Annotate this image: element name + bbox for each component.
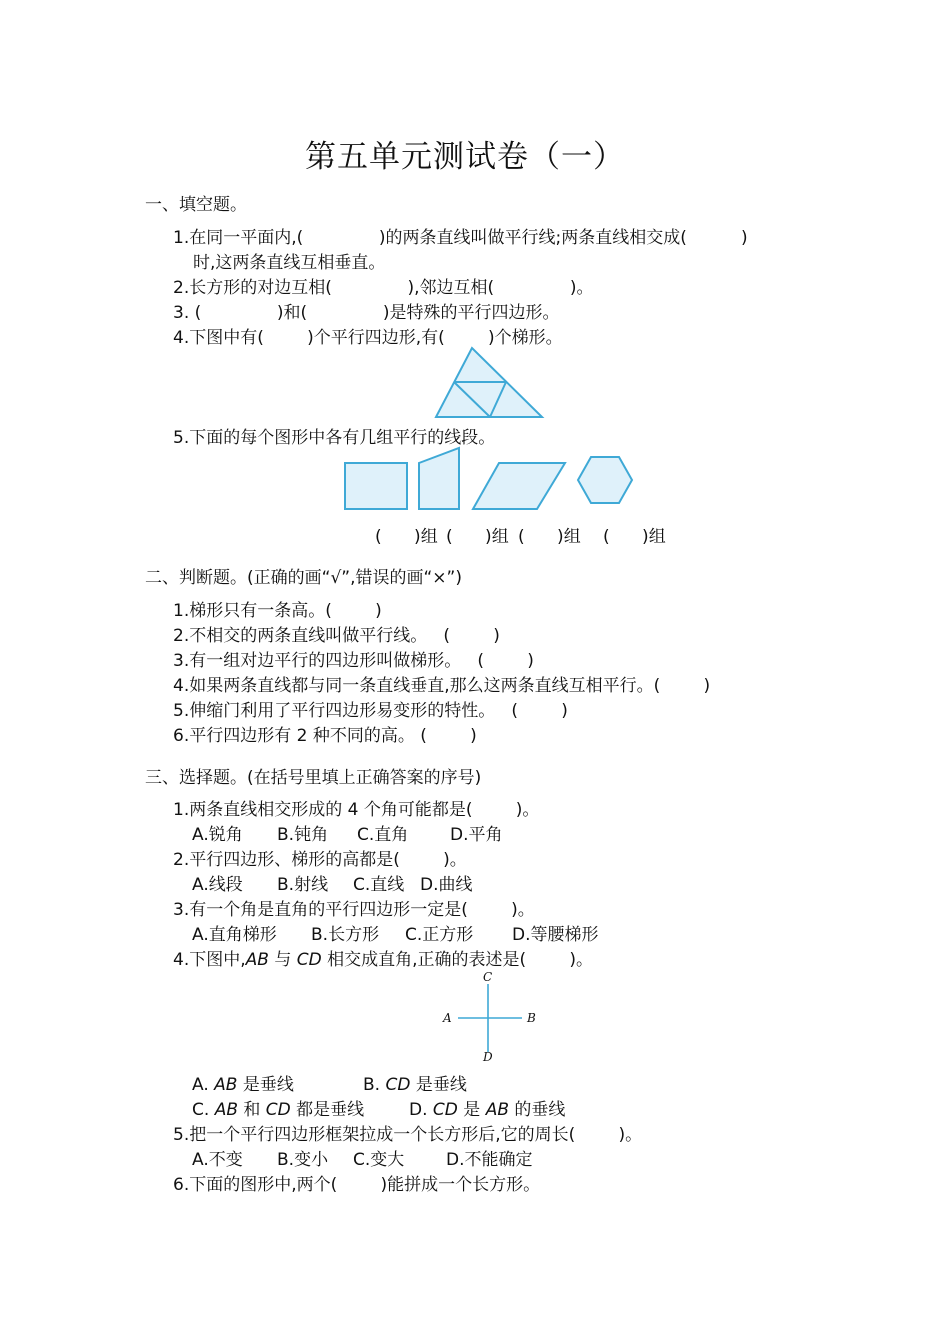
s3-q3-opt-b: B.长方形 <box>311 925 380 945</box>
s3-q3-opt-d: D.等腰梯形 <box>512 925 599 945</box>
s3-q4-opt-a: A. AB 是垂线 <box>192 1075 294 1095</box>
s3-q4: 4.下图中,AB 与 CD 相交成直角,正确的表述是( )。 <box>173 950 594 970</box>
s3-q2-opt-c: C.直线 <box>353 875 405 895</box>
s3-q2-opt-a: A.线段 <box>192 875 243 895</box>
s1-q4: 4.下图中有( )个平行四边形,有( )个梯形。 <box>173 328 563 348</box>
section2-heading: 二、判断题。(正确的画“√”,错误的画“×”) <box>145 568 462 588</box>
s2-item-5: 5.伸缩门利用了平行四边形易变形的特性。 ( ) <box>173 701 568 721</box>
s3-q2-opt-b: B.射线 <box>277 875 329 895</box>
rectangle-figure <box>344 462 408 510</box>
s3-q4-opt-b: B. CD 是垂线 <box>363 1075 467 1095</box>
s3-q1: 1.两条直线相交形成的 4 个角可能都是( )。 <box>173 800 540 820</box>
point-label-d: D <box>483 1050 493 1064</box>
s2-item-3: 3.有一组对边平行的四边形叫做梯形。 ( ) <box>173 651 534 671</box>
s3-q1-opt-c: C.直角 <box>357 825 409 845</box>
s3-q3: 3.有一个角是直角的平行四边形一定是( )。 <box>173 900 535 920</box>
section1-heading: 一、填空题。 <box>145 195 247 215</box>
page-title: 第五单元测试卷（一） <box>305 139 625 175</box>
s3-q3-opt-a: A.直角梯形 <box>192 925 277 945</box>
s2-item-1: 1.梯形只有一条高。( ) <box>173 601 382 621</box>
hexagon-figure <box>576 455 634 505</box>
s3-q4-opt-c: C. AB 和 CD 都是垂线 <box>192 1100 365 1120</box>
s1-q2: 2.长方形的对边互相( ),邻边互相( )。 <box>173 278 594 298</box>
point-label-a: A <box>443 1011 452 1025</box>
section3-heading: 三、选择题。(在括号里填上正确答案的序号) <box>145 768 482 788</box>
s2-item-6: 6.平行四边形有 2 种不同的高。 ( ) <box>173 726 477 746</box>
s3-q1-opt-a: A.锐角 <box>192 825 243 845</box>
s3-q5-opt-d: D.不能确定 <box>446 1150 533 1170</box>
s3-q1-opt-d: D.平角 <box>450 825 503 845</box>
parallelogram-figure <box>471 462 567 510</box>
s1-q1-line1: 1.在同一平面内,( )的两条直线叫做平行线;两条直线相交成( ) <box>173 228 748 248</box>
answer-blank-1[interactable]: ( )组 <box>375 527 438 547</box>
s1-q1-line2: 时,这两条直线互相垂直。 <box>193 253 386 273</box>
s3-q4-opt-d: D. CD 是 AB 的垂线 <box>409 1100 566 1120</box>
point-label-c: C <box>483 970 493 984</box>
s2-item-4: 4.如果两条直线都与同一条直线垂直,那么这两条直线互相平行。( ) <box>173 676 711 696</box>
s3-q2-opt-d: D.曲线 <box>420 875 473 895</box>
triangle-figure <box>434 346 544 420</box>
s1-q3: 3. ( )和( )是特殊的平行四边形。 <box>173 303 560 323</box>
point-label-b: B <box>527 1011 536 1025</box>
s3-q3-opt-c: C.正方形 <box>405 925 474 945</box>
s3-q5: 5.把一个平行四边形框架拉成一个长方形后,它的周长( )。 <box>173 1125 643 1145</box>
s3-q1-opt-b: B.钝角 <box>277 825 329 845</box>
s2-item-2: 2.不相交的两条直线叫做平行线。 ( ) <box>173 626 500 646</box>
answer-blank-4[interactable]: ( )组 <box>603 527 666 547</box>
s3-q2: 2.平行四边形、梯形的高都是( )。 <box>173 850 467 870</box>
answer-blank-2[interactable]: ( )组 <box>446 527 509 547</box>
s1-q5: 5.下面的每个图形中各有几组平行的线段。 <box>173 428 496 448</box>
s3-q5-opt-a: A.不变 <box>192 1150 243 1170</box>
s3-q5-opt-c: C.变大 <box>353 1150 405 1170</box>
s3-q5-opt-b: B.变小 <box>277 1150 329 1170</box>
trapezoid-figure <box>417 447 463 511</box>
s3-q6: 6.下面的图形中,两个( )能拼成一个长方形。 <box>173 1175 541 1195</box>
answer-blank-3[interactable]: ( )组 <box>518 527 581 547</box>
